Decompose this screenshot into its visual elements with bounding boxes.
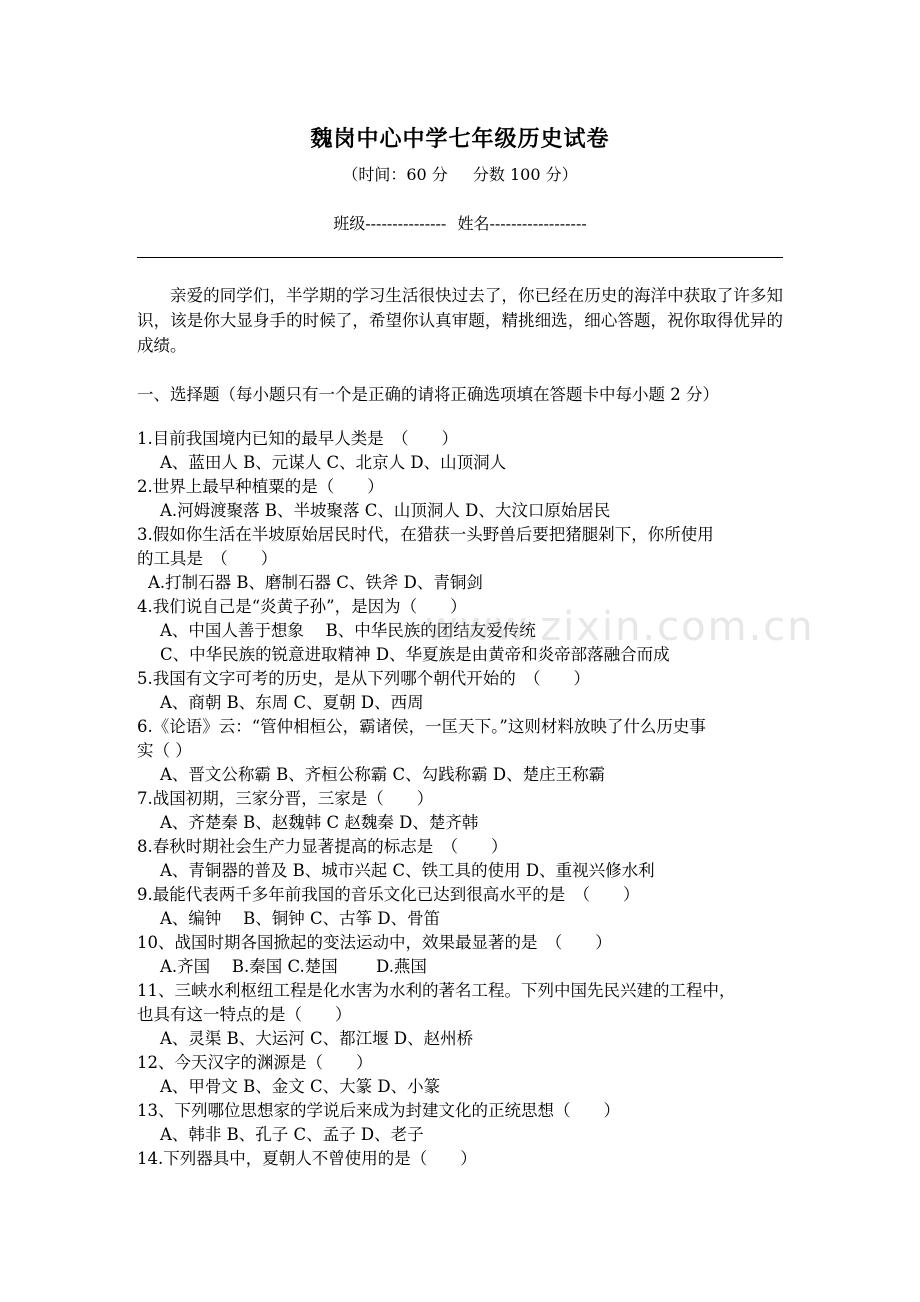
question-6-options: A、晋文公称霸 B、齐桓公称霸 C、勾践称霸 D、楚庄王称霸 [160, 765, 606, 784]
question-14: 14.下列器具中，夏朝人不曾使用的是（ ） [137, 1149, 477, 1168]
question-3-options: A.打制石器 B、磨制石器 C、铁斧 D、青铜剑 [148, 573, 483, 592]
question-4-options-1: A、中国人善于想象 B、中华民族的团结友爱传统 [160, 621, 536, 640]
section-title: 一、选择题（每小题只有一个是正确的请将正确选项填在答题卡中每小题 2 分） [137, 385, 719, 404]
question-2-options: A.河姆渡聚落 B、半坡聚落 C、山顶洞人 D、大汶口原始居民 [160, 501, 611, 520]
question-10: 10、战国时期各国掀起的变法运动中，效果最显著的是 （ ） [137, 933, 612, 952]
question-13: 13、下列哪位思想家的学说后来成为封建文化的正统思想（ ） [137, 1101, 620, 1120]
class-field: 班级--------------- [333, 214, 447, 233]
question-3: 3.假如你生活在半坡原始居民时代，在猎获一头野兽后要把猪腿剁下，你所使用 [137, 525, 714, 544]
exam-title: 魏岗中心中学七年级历史试卷 [310, 126, 610, 152]
question-11-cont: 也具有这一特点的是（ ） [137, 1005, 352, 1024]
question-9: 9.最能代表两千多年前我国的音乐文化已达到很高水平的是 （ ） [137, 885, 640, 904]
question-5-options: A、商朝 B、东周 C、夏朝 D、西周 [160, 693, 424, 712]
score-info: 分数 100 分） [472, 165, 578, 184]
time-info: （时间：60 分 [342, 165, 448, 184]
question-12-options: A、甲骨文 B、金文 C、大篆 D、小篆 [160, 1077, 441, 1096]
question-10-options: A.齐国 B.秦国 C.楚国 D.燕国 [160, 957, 427, 976]
question-9-options: A、编钟 B、铜钟 C、古筝 D、骨笛 [160, 909, 441, 928]
question-13-options: A、韩非 B、孔子 C、孟子 D、老子 [160, 1125, 424, 1144]
question-11-options: A、灵渠 B、大运河 C、都江堰 D、赵州桥 [160, 1029, 474, 1048]
question-6-cont: 实（ ） [137, 741, 192, 760]
question-7-options: A、齐楚秦 B、赵魏韩 C 赵魏秦 D、楚齐韩 [160, 813, 479, 832]
watermark: www.zixin.com.cn [425, 604, 815, 650]
question-3-cont: 的工具是 （ ） [137, 549, 278, 568]
intro-paragraph: 亲爱的同学们，半学期的学习生活很快过去了，你已经在历史的海洋中获取了许多知识，该是你大显身手的时候了，希望你认真审题，精挑细选，细心答题，祝你取得优异的成绩。 [137, 286, 783, 355]
question-1-options: A、蓝田人 B、元谋人 C、北京人 D、山顶洞人 [160, 453, 507, 472]
question-1: 1.目前我国境内已知的最早人类是 （ ） [137, 429, 458, 448]
divider [137, 257, 783, 258]
question-11: 11、三峡水利枢纽工程是化水害为水利的著名工程。下列中国先民兴建的工程中， [137, 981, 736, 1000]
question-7: 7.战国初期，三家分晋，三家是（ ） [137, 789, 434, 808]
question-8: 8.春秋时期社会生产力显著提高的标志是 （ ） [137, 837, 508, 856]
question-5: 5.我国有文字可考的历史，是从下列哪个朝代开始的 （ ） [137, 669, 590, 688]
question-6: 6.《论语》云：“管仲相桓公，霸诸侯，一匡天下。”这则材料放映了什么历史事 [137, 717, 706, 736]
question-4: 4.我们说自己是“炎黄子孙”，是因为（ ） [137, 597, 467, 616]
exam-subtitle [0, 162, 920, 185]
student-info-line [0, 211, 920, 234]
question-8-options: A、青铜器的普及 B、城市兴起 C、铁工具的使用 D、重视兴修水利 [160, 861, 655, 880]
question-2: 2.世界上最早种植粟的是（ ） [137, 477, 384, 496]
question-12: 12、今天汉字的渊源是（ ） [137, 1053, 373, 1072]
name-field: 姓名------------------ [457, 214, 587, 233]
question-4-options-2: C、中华民族的锐意进取精神 D、华夏族是由黄帝和炎帝部落融合而成 [160, 645, 670, 664]
